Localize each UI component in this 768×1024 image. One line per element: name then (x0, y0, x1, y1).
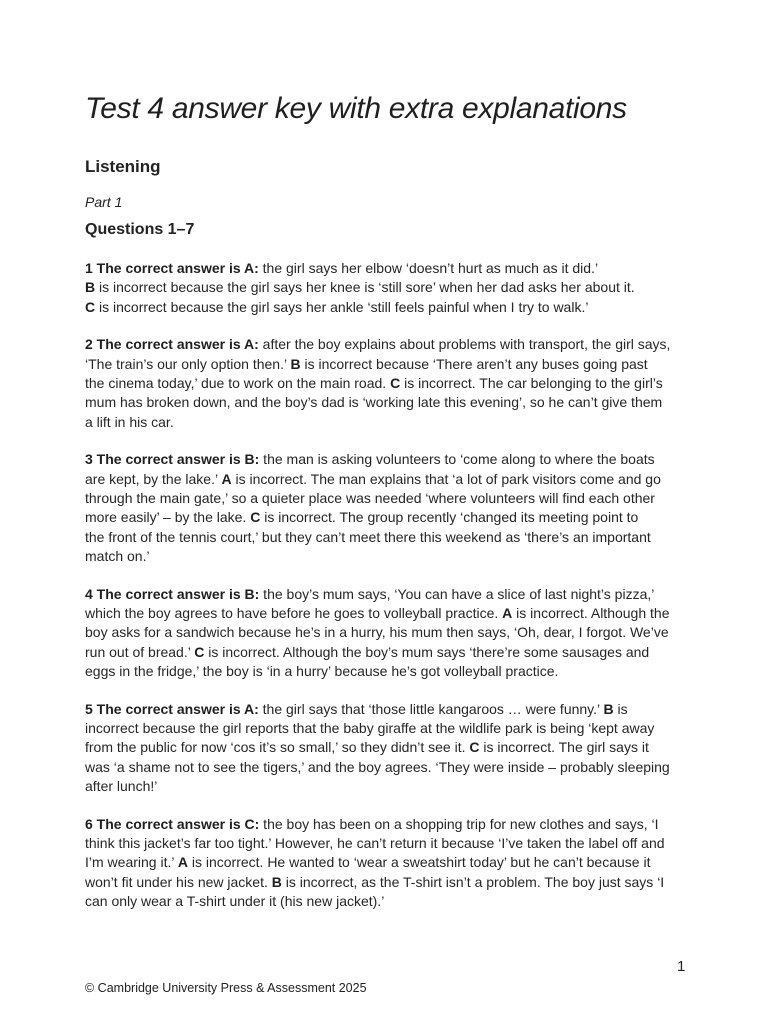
section-heading: Listening (85, 157, 161, 176)
answer-item (85, 585, 683, 681)
answer-text: is incorrect. The car belonging to the girl’s (400, 374, 663, 391)
answer-text: mum has broken down, and the boy’s dad is ‘working late this evening’, so he can’t give them (85, 394, 663, 411)
answer-text: run out of bread.’ (85, 643, 195, 660)
answer-text: is incorrect. The girl says it (479, 739, 649, 756)
answer-text: more easily’ – by the lake. (85, 509, 251, 526)
answer-text: after lunch!’ (85, 777, 158, 794)
answer-text: from the public for now ‘cos it’s so small,’ so they didn’t see it. (85, 739, 470, 756)
answer-text: can only wear a T-shirt under it (his new jacket).’ (85, 892, 385, 909)
answer-text: is incorrect because ‘There aren’t any buses going past (300, 355, 648, 372)
answer-text: ‘The train’s our only option then.’ (85, 355, 291, 372)
option-letter: B (603, 700, 614, 717)
option-letter: A (502, 604, 513, 621)
answer-text: is (613, 700, 628, 717)
answer-text: boy asks for a sandwich because he’s in a hurry, his mum then says, ‘Oh, dear, I forgot. We’ve (85, 624, 669, 641)
answer-item (85, 450, 683, 566)
answer-item (85, 335, 683, 431)
answer-text: is incorrect because the girl says her ankle ‘still feels painful when I try to walk.’ (95, 298, 589, 315)
answer-text: through the main gate,’ so a quieter place was needed ‘where volunteers will find each other (85, 489, 655, 506)
answer-text: was ‘a shame not to see the tigers,’ and the boy agrees. ‘They were inside – probably sleeping (85, 758, 670, 775)
answer-text: a lift in his car. (85, 413, 174, 430)
option-letter: B (290, 355, 301, 372)
answer-text: the girl says that ‘those little kangaroos … were funny.’ (258, 700, 604, 717)
option-letter: C (390, 374, 401, 391)
answer-text: is incorrect. Although the boy’s mum says ‘there’re some sausages and (204, 643, 650, 660)
page-title: Test 4 answer key with extra explanations (85, 92, 627, 125)
answer-text: are kept, by the lake.’ (85, 470, 222, 487)
answer-text: the front of the tennis court,’ but they can’t meet there this weekend as ‘there’s an important (85, 528, 651, 545)
answer-text: the boy has been on a shopping trip for new clothes and says, ‘I (259, 815, 659, 832)
page-number: 1 (677, 958, 686, 975)
option-letter: C (469, 739, 480, 756)
answer-heading: 5 The correct answer is A: (85, 700, 259, 717)
option-letter: B (85, 279, 96, 296)
option-letter: C (194, 643, 205, 660)
answer-item (85, 815, 683, 911)
option-letter: C (85, 298, 96, 315)
answer-heading: 6 The correct answer is C: (85, 815, 260, 832)
answer-heading: 3 The correct answer is B: (85, 451, 260, 468)
option-letter: A (177, 854, 188, 871)
questions-heading: Questions 1–7 (85, 221, 195, 238)
copyright-footer: © Cambridge University Press & Assessment 2025 (85, 981, 367, 995)
answer-heading: 1 The correct answer is A: (85, 260, 259, 276)
answer-text: eggs in the fridge,’ the boy is ‘in a hurry’ because he’s got volleyball practice. (85, 662, 559, 679)
answer-text: is incorrect because the girl says her knee is ‘still sore’ when her dad asks her about it. (95, 279, 635, 296)
answer-text: I’m wearing it.’ (85, 854, 178, 871)
answer-item (85, 700, 683, 796)
answer-text: is incorrect. Although the (512, 604, 670, 621)
answer-item (85, 259, 683, 317)
answer-text: is incorrect, as the T-shirt isn’t a problem. The boy just says ‘I (281, 873, 665, 890)
option-letter: C (250, 509, 261, 526)
answer-text: the cinema today,’ due to work on the main road. (85, 374, 391, 391)
part-label: Part 1 (85, 194, 123, 210)
answer-text: the girl says her elbow ‘doesn’t hurt as much as it did.’ (258, 260, 599, 276)
answer-heading: 2 The correct answer is A: (85, 336, 259, 353)
answer-text: match on.’ (85, 547, 150, 564)
answer-text: is incorrect. The man explains that ‘a lot of park visitors come and go (231, 470, 661, 487)
answer-text: is incorrect. The group recently ‘changed its meeting point to (260, 509, 639, 526)
answer-text: won’t fit under his new jacket. (85, 873, 272, 890)
answer-heading: 4 The correct answer is B: (85, 585, 260, 602)
answer-text: incorrect because the girl reports that the baby giraffe at the wildlife park is being ‘kept away (85, 719, 655, 736)
answer-text: think this jacket’s far too tight.’ However, he can’t return it because ‘I’ve taken the label off and (85, 834, 665, 851)
answer-text: which the boy agrees to have before he goes to volleyball practice. (85, 604, 503, 621)
answer-text: the boy’s mum says, ‘You can have a slice of last night’s pizza,’ (259, 585, 655, 602)
answer-text: the man is asking volunteers to ‘come along to where the boats (259, 451, 655, 468)
answer-text: after the boy explains about problems with transport, the girl says, (258, 336, 671, 353)
answer-list (85, 259, 683, 930)
option-letter: B (271, 873, 282, 890)
answer-text: is incorrect. He wanted to ‘wear a sweatshirt today’ but he can’t because it (187, 854, 651, 871)
option-letter: A (221, 470, 232, 487)
